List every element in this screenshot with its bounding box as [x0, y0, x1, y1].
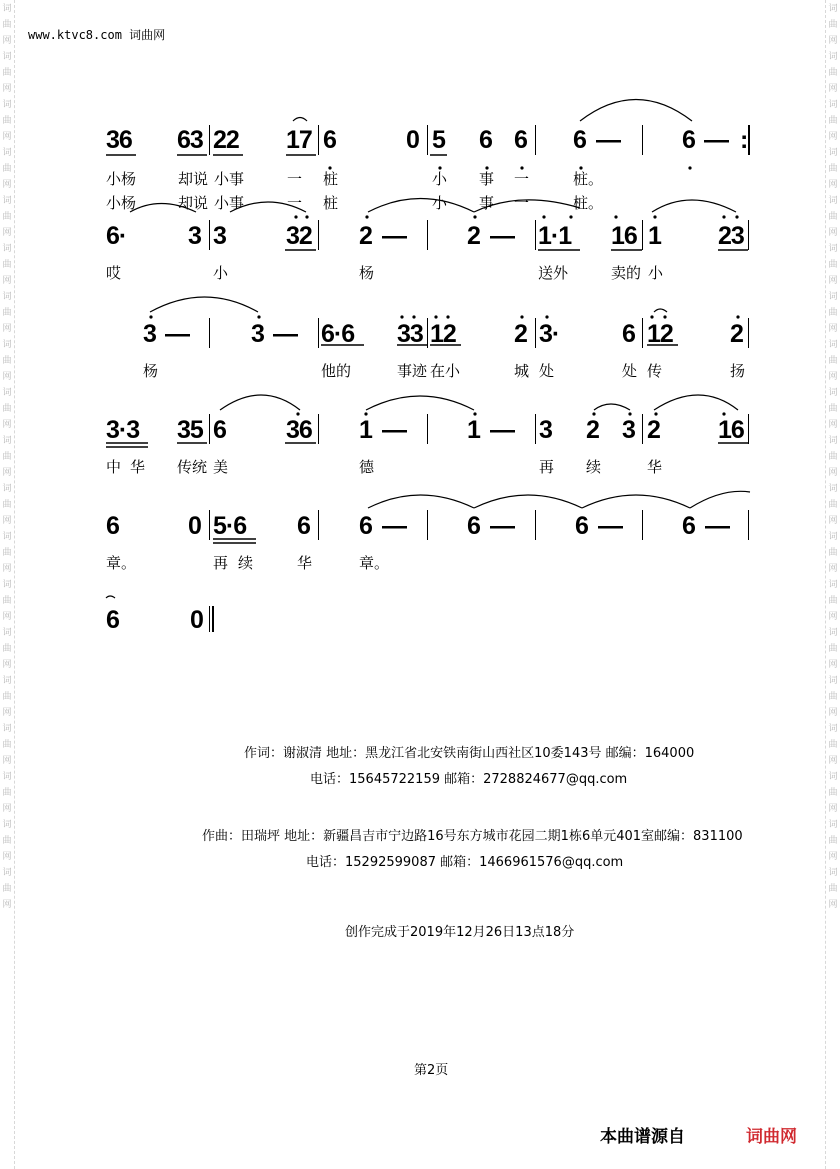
barline [748, 220, 749, 250]
watermark-char: 曲 [2, 596, 12, 606]
watermark-char: 词 [2, 628, 12, 638]
watermark-char: 曲 [2, 20, 12, 30]
lyric: 小 [432, 194, 448, 212]
lyric: 事 [479, 170, 495, 188]
note: 6· [106, 222, 127, 250]
note: 6 [622, 320, 635, 348]
note: 3 [213, 222, 226, 250]
lyric: 小杨 [106, 170, 137, 188]
note: 23 [718, 222, 744, 250]
lyricist-info: 作词：谢淑清 地址：黑龙江省北安铁南街山西社区10委143号 邮编：164000 [244, 746, 695, 761]
note: 16 [611, 222, 637, 250]
lyric: 小杨 [106, 194, 137, 212]
watermark-char: 网 [2, 276, 12, 286]
watermark-char: 曲 [828, 452, 838, 462]
barline [535, 220, 536, 250]
watermark-char: 词 [2, 772, 12, 782]
note: 5·6 [213, 512, 247, 540]
page-number: 第2页 [414, 1063, 449, 1078]
lyric: 桩 [323, 194, 339, 212]
note: 12 [430, 320, 456, 348]
lyric: 在小 [430, 362, 461, 380]
site-logo[interactable]: 词曲网 [746, 1127, 797, 1147]
note: 6 [682, 126, 695, 154]
watermark-char: 词 [828, 388, 838, 398]
watermark-char: 网 [828, 372, 838, 382]
lyric: 续 [586, 458, 602, 476]
barline [535, 414, 536, 444]
lyric: 华 [297, 554, 313, 572]
note: 3 [188, 222, 201, 250]
watermark-char: 曲 [2, 164, 12, 174]
watermark-char: 词 [828, 628, 838, 638]
watermark-char: 词 [2, 388, 12, 398]
lyricist-contact: 电话：15645722159 邮箱：2728824677@qq.com [310, 772, 628, 787]
lyric: 一 [287, 194, 303, 212]
lyric: 他的 [321, 362, 352, 380]
note: 6 [297, 512, 310, 540]
watermark-char: 网 [828, 276, 838, 286]
watermark-char: 网 [2, 660, 12, 670]
watermark-char: 网 [2, 180, 12, 190]
watermark-char: 网 [2, 804, 12, 814]
note: 6 [573, 126, 586, 154]
watermark-char: 词 [2, 52, 12, 62]
note-dash: — [165, 320, 189, 348]
watermark-char: 词 [2, 100, 12, 110]
watermark-char: 词 [828, 4, 838, 14]
watermark-char: 曲 [2, 836, 12, 846]
watermark-char: 曲 [828, 644, 838, 654]
watermark-char: 词 [828, 148, 838, 158]
lyric: 小 [432, 170, 448, 188]
watermark-char: 词 [828, 196, 838, 206]
barline [427, 125, 428, 155]
watermark-char: 词 [828, 52, 838, 62]
watermark-char: 网 [2, 756, 12, 766]
watermark-char: 曲 [828, 692, 838, 702]
watermark-char: 曲 [2, 356, 12, 366]
lyric: 扬 [730, 362, 746, 380]
note-dash: — [598, 512, 622, 540]
watermark-char: 曲 [2, 692, 12, 702]
note-dash: — [382, 512, 406, 540]
note: 32 [286, 222, 312, 250]
watermark-char: 曲 [828, 740, 838, 750]
watermark-char: 曲 [2, 788, 12, 798]
watermark-char: 曲 [828, 548, 838, 558]
note: 17 [286, 126, 312, 154]
note: 36 [286, 416, 312, 444]
note: 2 [586, 416, 599, 444]
note: 22 [213, 126, 239, 154]
watermark-char: 曲 [2, 644, 12, 654]
barline-end [748, 125, 750, 155]
watermark-char: 网 [2, 36, 12, 46]
lyric: 一 [514, 170, 530, 188]
barline [209, 125, 210, 155]
watermark-char: 词 [828, 436, 838, 446]
watermark-char: 曲 [828, 116, 838, 126]
watermark-char: 曲 [2, 212, 12, 222]
lyric: 哎 [106, 264, 122, 282]
note: 6 [359, 512, 372, 540]
note: 2 [647, 416, 660, 444]
watermark-char: 曲 [828, 500, 838, 510]
note: 16 [718, 416, 744, 444]
watermark-char: 曲 [828, 836, 838, 846]
watermark-char: 曲 [2, 548, 12, 558]
watermark-char: 网 [2, 564, 12, 574]
watermark-char: 词 [828, 244, 838, 254]
note: 33 [397, 320, 423, 348]
note-dash: — [490, 416, 514, 444]
watermark-char: 网 [828, 180, 838, 190]
lyric: 处 [539, 362, 555, 380]
note-dash: — [704, 126, 728, 154]
lyric: 桩 [323, 170, 339, 188]
watermark-char: 曲 [2, 884, 12, 894]
note: 12 [647, 320, 673, 348]
note: 6 [682, 512, 695, 540]
note-dash: — [490, 512, 514, 540]
note: 6 [575, 512, 588, 540]
barline [427, 510, 428, 540]
watermark-char: 曲 [828, 356, 838, 366]
watermark-char: 网 [2, 900, 12, 910]
barline [318, 220, 319, 250]
watermark-char: 曲 [828, 68, 838, 78]
barline-final [212, 606, 214, 632]
watermark-char: 词 [2, 436, 12, 446]
note-dash: — [382, 222, 406, 250]
note: 2 [467, 222, 480, 250]
barline [318, 318, 319, 348]
lyric: 城 [514, 362, 530, 380]
lyric: 杨 [359, 264, 375, 282]
lyric: 送外 [538, 264, 569, 282]
note: 0 [188, 512, 201, 540]
lyric: 章。 [359, 554, 390, 572]
lyric: 章。 [106, 554, 137, 572]
watermark-char: 曲 [2, 404, 12, 414]
note: 1 [467, 416, 480, 444]
barline [748, 510, 749, 540]
lyric: 卖的 [611, 264, 642, 282]
watermark-char: 词 [828, 532, 838, 542]
note: 35 [177, 416, 203, 444]
barline [209, 318, 210, 348]
barline [535, 318, 536, 348]
note: 1·1 [538, 222, 572, 250]
barline [748, 318, 749, 348]
watermark-char: 曲 [2, 500, 12, 510]
note: 3·3 [106, 416, 140, 444]
watermark-char: 网 [828, 900, 838, 910]
watermark-char: 曲 [2, 116, 12, 126]
watermark-char: 词 [828, 580, 838, 590]
watermark-char: 网 [828, 468, 838, 478]
watermark-char: 网 [2, 468, 12, 478]
watermark-char: 词 [2, 868, 12, 878]
note: 3 [539, 416, 552, 444]
lyric: 德 [359, 458, 375, 476]
barline [427, 414, 428, 444]
note: 1 [359, 416, 372, 444]
watermark-char: 曲 [828, 308, 838, 318]
lyric: 小事 [214, 170, 245, 188]
watermark-char: 词 [2, 4, 12, 14]
lyric: 中 [106, 458, 122, 476]
watermark-char: 网 [2, 228, 12, 238]
watermark-char: 词 [828, 292, 838, 302]
note: 0 [406, 126, 419, 154]
watermark-char: 词 [2, 292, 12, 302]
watermark-char: 网 [828, 756, 838, 766]
note-dash: — [490, 222, 514, 250]
composer-contact: 电话：15292599087 邮箱：1466961576@qq.com [306, 855, 624, 870]
barline [642, 318, 643, 348]
lyric: 美 [213, 458, 229, 476]
watermark-char: 词 [828, 100, 838, 110]
site-name: 词曲网 [129, 28, 166, 42]
watermark-char: 词 [2, 532, 12, 542]
watermark-char: 词 [2, 724, 12, 734]
watermark-char: 网 [828, 36, 838, 46]
note: 3 [622, 416, 635, 444]
watermark-char: 网 [828, 420, 838, 430]
barline [209, 510, 210, 540]
lyric: 却说 [178, 194, 209, 212]
watermark-char: 网 [828, 84, 838, 94]
completion-date: 创作完成于2019年12月26日13点18分 [345, 925, 575, 940]
watermark-char: 网 [828, 804, 838, 814]
watermark-char: 曲 [2, 308, 12, 318]
watermark-char: 网 [2, 324, 12, 334]
lyric: 却说 [178, 170, 209, 188]
watermark-char: 网 [2, 612, 12, 622]
watermark-char: 网 [828, 516, 838, 526]
barline [642, 125, 643, 155]
watermark-char: 词 [2, 484, 12, 494]
note: 5 [432, 126, 445, 154]
repeat-sign: : [740, 126, 748, 154]
note-dash: — [596, 126, 620, 154]
note: 6 [213, 416, 226, 444]
watermark-char: 词 [828, 676, 838, 686]
watermark-char: 曲 [828, 20, 838, 30]
barline [642, 510, 643, 540]
note: 6 [479, 126, 492, 154]
barline-final [209, 606, 210, 632]
watermark-char: 网 [2, 852, 12, 862]
watermark-char: 曲 [2, 452, 12, 462]
note: 0 [190, 606, 203, 634]
barline [535, 510, 536, 540]
watermark-char: 词 [2, 340, 12, 350]
lyric: 杨 [143, 362, 159, 380]
watermark-char: 网 [2, 84, 12, 94]
lyric: 一 [514, 194, 530, 212]
barline [318, 125, 319, 155]
watermark-char: 网 [828, 708, 838, 718]
watermark-char: 网 [2, 420, 12, 430]
lyric: 小 [648, 264, 664, 282]
watermark-char: 曲 [828, 788, 838, 798]
lyric: 续 [238, 554, 254, 572]
lyric: 桩。 [573, 194, 604, 212]
watermark-char: 曲 [2, 740, 12, 750]
lyric: 再 [213, 554, 229, 572]
watermark-char: 曲 [828, 164, 838, 174]
note: 3 [143, 320, 156, 348]
note: 3· [539, 320, 560, 348]
watermark-char: 网 [828, 612, 838, 622]
watermark-char: 网 [828, 852, 838, 862]
watermark-char: 网 [828, 564, 838, 574]
watermark-char: 词 [828, 868, 838, 878]
composer-info: 作曲：田瑞坪 地址：新疆昌吉市宁边路16号东方城市花园二期1栋6单元401室邮编：831100 [202, 829, 743, 844]
barline [318, 510, 319, 540]
note: 6 [106, 512, 119, 540]
note-dash: — [273, 320, 297, 348]
lyric: 再 [539, 458, 555, 476]
note: 2 [730, 320, 743, 348]
watermark-char: 网 [828, 660, 838, 670]
lyric: 小事 [214, 194, 245, 212]
note: 2 [359, 222, 372, 250]
barline [748, 414, 749, 444]
lyric: 小 [213, 264, 229, 282]
barline [642, 414, 643, 444]
watermark-char: 网 [828, 324, 838, 334]
note: 63 [177, 126, 203, 154]
note: 6 [467, 512, 480, 540]
watermark-char: 词 [2, 676, 12, 686]
watermark-char: 词 [828, 340, 838, 350]
watermark-char: 网 [828, 132, 838, 142]
watermark-char: 词 [2, 820, 12, 830]
barline [318, 414, 319, 444]
watermark-char: 曲 [2, 260, 12, 270]
watermark-char: 曲 [828, 884, 838, 894]
note: 2 [514, 320, 527, 348]
note: 6 [106, 606, 119, 634]
watermark-char: 曲 [828, 212, 838, 222]
lyric: 桩。 [573, 170, 604, 188]
watermark-char: 曲 [2, 68, 12, 78]
note: 36 [106, 126, 132, 154]
watermark-char: 词 [828, 724, 838, 734]
barline [427, 220, 428, 250]
watermark-char: 词 [828, 772, 838, 782]
watermark-char: 网 [2, 132, 12, 142]
barline [427, 318, 428, 348]
watermark-char: 网 [828, 228, 838, 238]
watermark-char: 词 [2, 148, 12, 158]
watermark-char: 网 [2, 516, 12, 526]
watermark-char: 词 [2, 580, 12, 590]
barline [642, 220, 643, 250]
lyric: 华 [130, 458, 146, 476]
note: 1 [648, 222, 661, 250]
barline [209, 220, 210, 250]
note: 6 [514, 126, 527, 154]
lyric: 事 [479, 194, 495, 212]
lyric: 一 [287, 170, 303, 188]
barline [535, 125, 536, 155]
lyric: 处 [622, 362, 638, 380]
site-url-text[interactable]: www.ktvc8.com [28, 28, 122, 42]
watermark-char: 曲 [828, 404, 838, 414]
watermark-char: 曲 [828, 596, 838, 606]
note-dash: — [382, 416, 406, 444]
watermark-char: 词 [828, 484, 838, 494]
watermark-char: 网 [2, 708, 12, 718]
note: 3 [251, 320, 264, 348]
note: 6·6 [321, 320, 355, 348]
source-label: 本曲谱源自 [600, 1127, 685, 1147]
note-dash: — [705, 512, 729, 540]
watermark-char: 曲 [828, 260, 838, 270]
watermark-char: 网 [2, 372, 12, 382]
note: 6 [323, 126, 336, 154]
lyric: 事迹 [397, 362, 428, 380]
lyric: 传 [647, 362, 663, 380]
lyric: 传统 [177, 458, 208, 476]
lyric: 华 [647, 458, 663, 476]
watermark-char: 词 [2, 244, 12, 254]
watermark-char: 词 [828, 820, 838, 830]
barline [209, 414, 210, 444]
watermark-char: 词 [2, 196, 12, 206]
